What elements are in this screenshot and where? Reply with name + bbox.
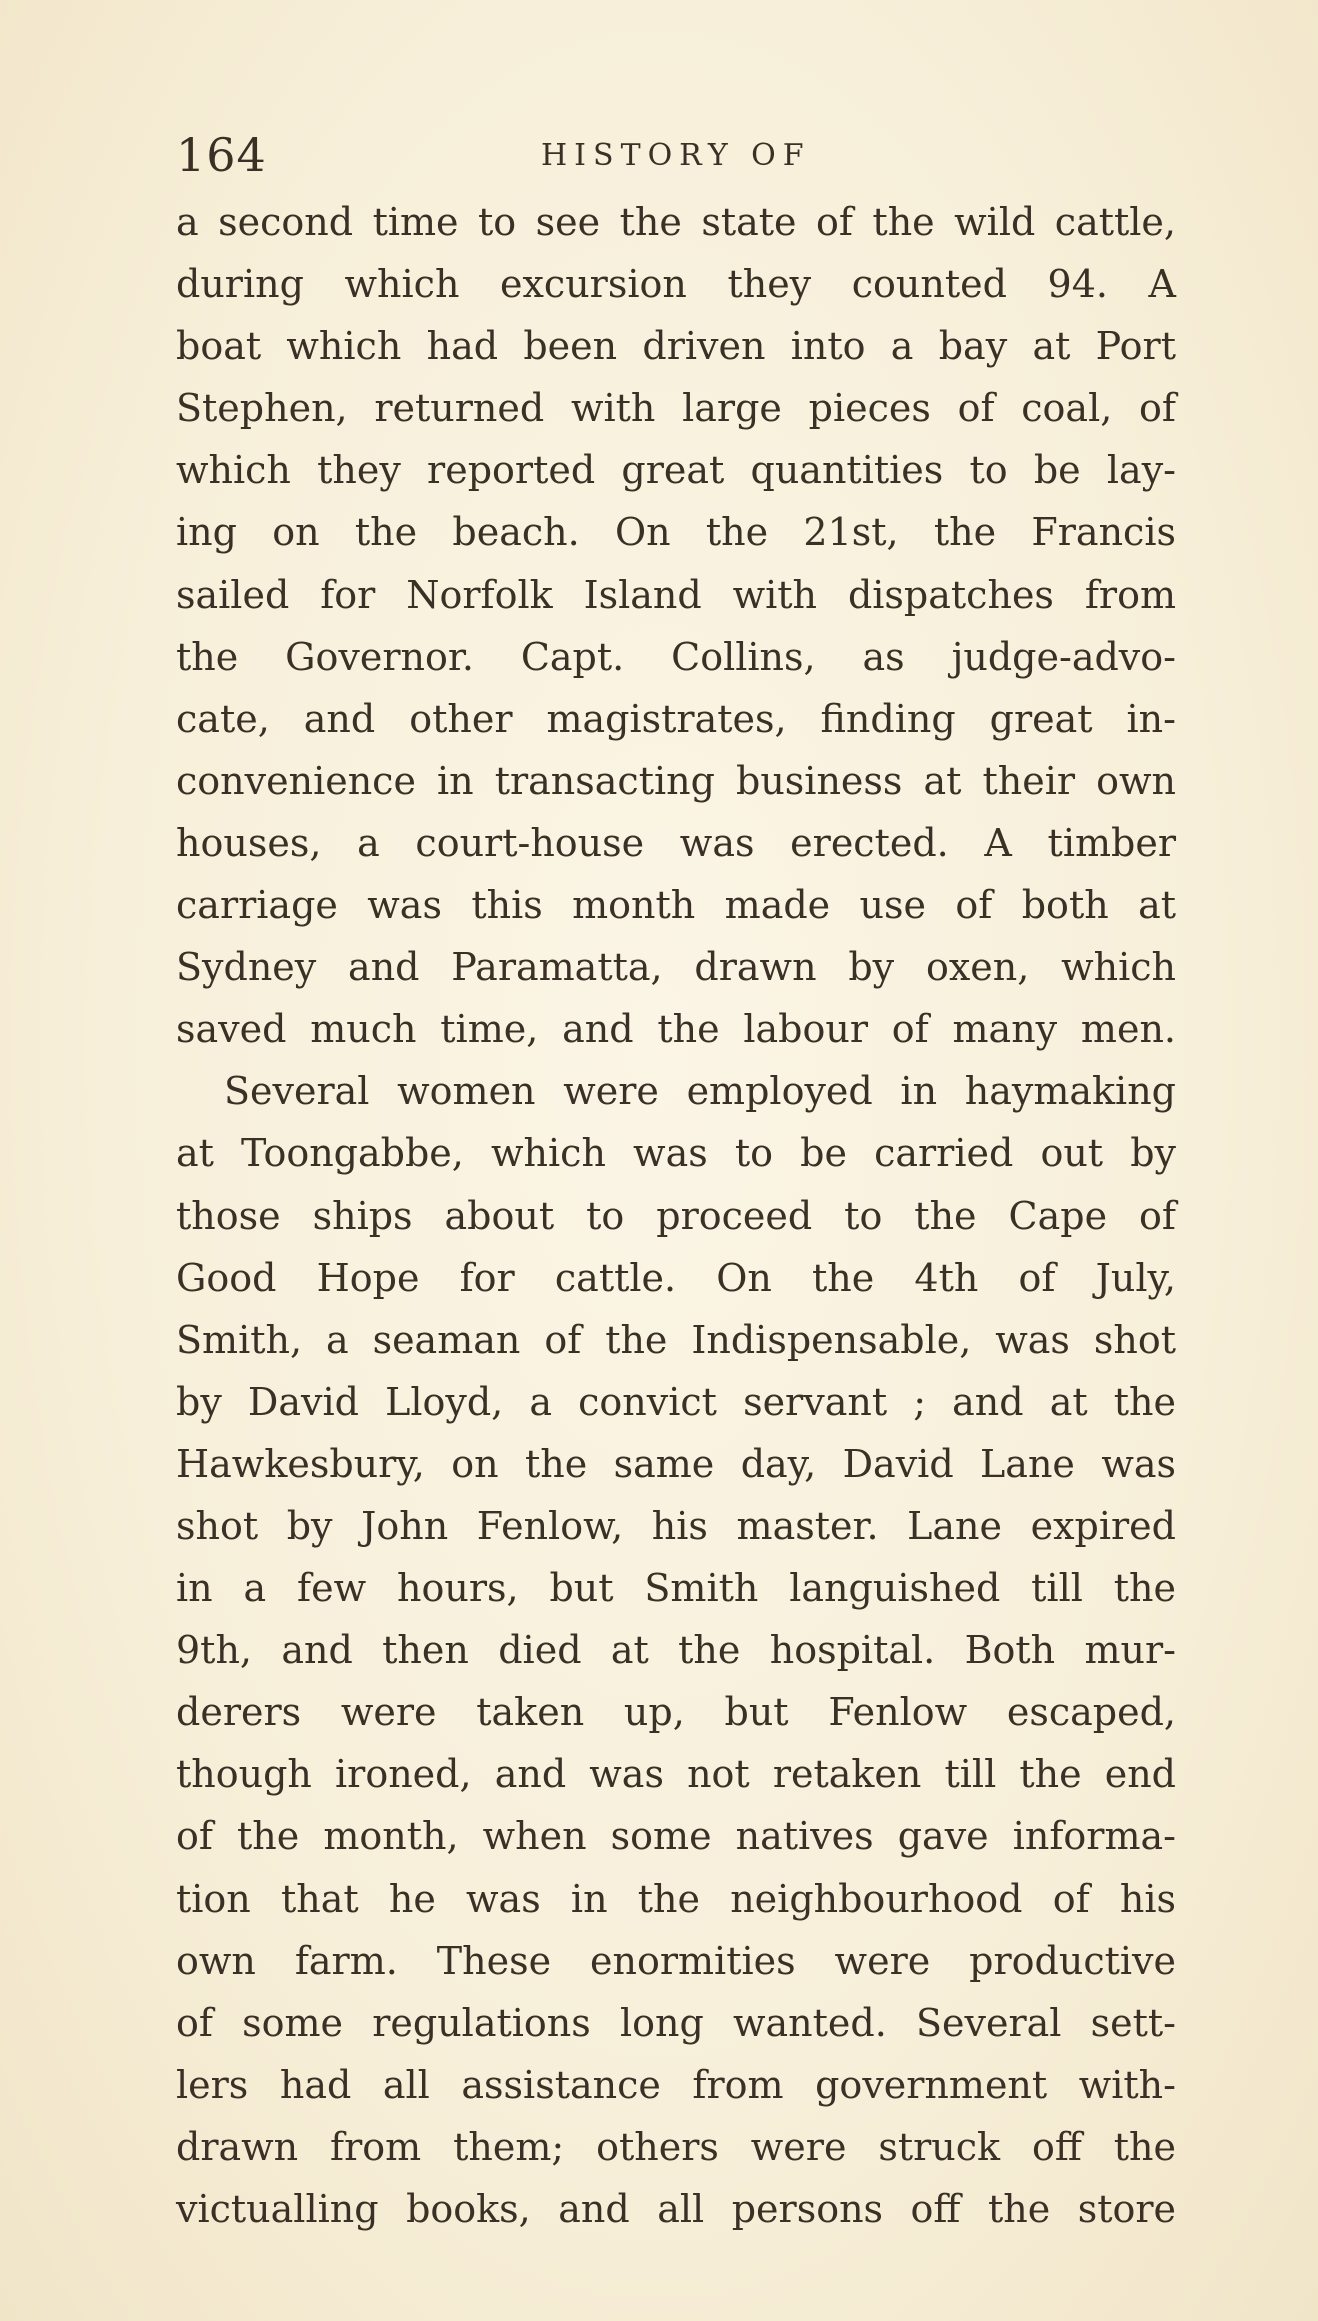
running-title: HISTORY OF: [541, 138, 811, 173]
text-line: 9th, and then died at the hospital. Both mur-: [176, 1628, 1176, 1673]
text-line: of the month, when some natives gave informa-: [176, 1814, 1176, 1859]
text-line: derers were taken up, but Fenlow escaped,: [176, 1690, 1176, 1735]
text-line: drawn from them; others were struck off the: [176, 2124, 1176, 2169]
body-text: [176, 191, 1176, 2240]
text-line: though ironed, and was not retaken till the end: [176, 1752, 1176, 1797]
text-line: at Toongabbe, which was to be carried out by: [176, 1131, 1176, 1176]
text-line: convenience in transacting business at their own: [176, 758, 1176, 803]
text-line: Good Hope for cattle. On the 4th of July,: [176, 1255, 1176, 1300]
text-line: ing on the beach. On the 21st, the Francis: [176, 510, 1176, 555]
text-line: Sydney and Paramatta, drawn by oxen, which: [176, 945, 1176, 990]
text-line: houses, a court-house was erected. A timber: [176, 820, 1176, 865]
text-line: shot by John Fenlow, his master. Lane expired: [176, 1503, 1176, 1548]
page-number: 164: [176, 128, 267, 182]
text-line: during which excursion they counted 94. A: [176, 262, 1176, 307]
text-line: saved much time, and the labour of many men.: [176, 1007, 1176, 1052]
text-line: boat which had been driven into a bay at Port: [176, 324, 1176, 369]
text-line: the Governor. Capt. Collins, as judge-advo-: [176, 634, 1176, 679]
text-line: a second time to see the state of the wild cattle,: [176, 200, 1176, 244]
text-line: Smith, a seaman of the Indispensable, was shot: [176, 1317, 1176, 1362]
text-line: which they reported great quantities to be lay-: [176, 448, 1176, 493]
text-line: victualling books, and all persons off the store: [176, 2187, 1176, 2231]
text-line: of some regulations long wanted. Several sett-: [176, 2000, 1176, 2045]
running-head: [176, 128, 1166, 188]
text-line: carriage was this month made use of both at: [176, 883, 1176, 928]
text-line: in a few hours, but Smith languished till the: [176, 1566, 1176, 1611]
text-line: cate, and other magistrates, finding great in-: [176, 696, 1176, 741]
text-line: lers had all assistance from government with-: [176, 2062, 1176, 2107]
paragraph-first-line: Several women were employed in haymaking: [224, 1069, 1176, 1114]
text-line: own farm. These enormities were productive: [176, 1938, 1176, 1983]
text-line: Hawkesbury, on the same day, David Lane was: [176, 1441, 1176, 1486]
text-line: Stephen, returned with large pieces of coal, of: [176, 386, 1176, 431]
text-line: sailed for Norfolk Island with dispatches from: [176, 572, 1176, 617]
text-line: tion that he was in the neighbourhood of his: [176, 1876, 1176, 1921]
text-line: those ships about to proceed to the Cape of: [176, 1193, 1176, 1238]
text-line: by David Lloyd, a convict servant ; and at the: [176, 1379, 1176, 1424]
